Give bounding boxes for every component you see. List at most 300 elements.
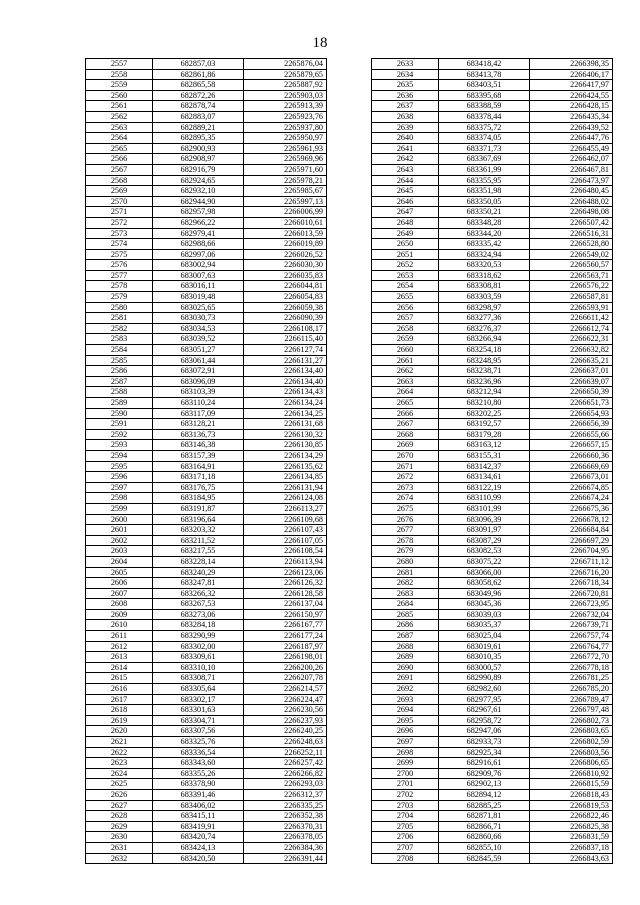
table-row <box>86 355 327 366</box>
y-coordinate-cell: 2266428,15 <box>530 101 613 112</box>
x-coordinate-cell: 682883,07 <box>153 111 244 122</box>
y-coordinate-cell: 2266657,15 <box>530 440 613 451</box>
x-coordinate-cell: 683325,76 <box>153 737 244 748</box>
y-coordinate-cell: 2265887,92 <box>244 80 327 91</box>
y-coordinate-cell: 2266150,97 <box>244 609 327 620</box>
point-number-cell: 2684 <box>372 599 439 610</box>
y-coordinate-cell: 2266781,25 <box>530 673 613 684</box>
x-coordinate-cell: 683019,48 <box>153 292 244 303</box>
y-coordinate-cell: 2266655,66 <box>530 429 613 440</box>
x-coordinate-cell: 683395,68 <box>439 90 530 101</box>
point-number-cell: 2618 <box>86 705 153 716</box>
y-coordinate-cell: 2266611,42 <box>530 313 613 324</box>
x-coordinate-cell: 682966,22 <box>153 217 244 228</box>
x-coordinate-cell: 683378,90 <box>153 779 244 790</box>
point-number-cell: 2578 <box>86 281 153 292</box>
point-number-cell: 2560 <box>86 90 153 101</box>
y-coordinate-cell: 2266678,12 <box>530 514 613 525</box>
table-row <box>86 334 327 345</box>
table-row <box>86 217 327 228</box>
x-coordinate-cell: 683103,39 <box>153 387 244 398</box>
x-coordinate-cell: 683142,37 <box>439 461 530 472</box>
table-row <box>372 249 613 260</box>
x-coordinate-cell: 683082,53 <box>439 546 530 557</box>
y-coordinate-cell: 2266134,29 <box>244 450 327 461</box>
point-number-cell: 2637 <box>372 101 439 112</box>
table-row <box>86 747 327 758</box>
point-number-cell: 2617 <box>86 694 153 705</box>
x-coordinate-cell: 683091,97 <box>439 525 530 536</box>
point-number-cell: 2703 <box>372 800 439 811</box>
point-number-cell: 2707 <box>372 842 439 853</box>
table-row <box>372 196 613 207</box>
table-row <box>372 270 613 281</box>
point-number-cell: 2605 <box>86 567 153 578</box>
x-coordinate-cell: 682885,25 <box>439 800 530 811</box>
y-coordinate-cell: 2266651,73 <box>530 398 613 409</box>
x-coordinate-cell: 683164,91 <box>153 461 244 472</box>
table-row <box>86 811 327 822</box>
y-coordinate-cell: 2266528,80 <box>530 239 613 250</box>
table-row <box>372 588 613 599</box>
point-number-cell: 2614 <box>86 662 153 673</box>
y-coordinate-cell: 2266825,38 <box>530 821 613 832</box>
table-row <box>86 196 327 207</box>
point-number-cell: 2598 <box>86 493 153 504</box>
x-coordinate-cell: 682977,95 <box>439 694 530 705</box>
y-coordinate-cell: 2266406,17 <box>530 69 613 80</box>
x-coordinate-cell: 683413,78 <box>439 69 530 80</box>
y-coordinate-cell: 2266134,40 <box>244 366 327 377</box>
table-row <box>372 313 613 324</box>
y-coordinate-cell: 2266107,43 <box>244 525 327 536</box>
point-number-cell: 2624 <box>86 768 153 779</box>
point-number-cell: 2626 <box>86 789 153 800</box>
y-coordinate-cell: 2266335,25 <box>244 800 327 811</box>
y-coordinate-cell: 2266789,47 <box>530 694 613 705</box>
table-row <box>86 228 327 239</box>
y-coordinate-cell: 2266488,02 <box>530 196 613 207</box>
point-number-cell: 2616 <box>86 684 153 695</box>
point-number-cell: 2682 <box>372 578 439 589</box>
table-row <box>86 472 327 483</box>
table-row <box>86 154 327 165</box>
point-number-cell: 2668 <box>372 429 439 440</box>
y-coordinate-cell: 2266378,05 <box>244 832 327 843</box>
point-number-cell: 2591 <box>86 419 153 430</box>
table-row <box>372 239 613 250</box>
y-coordinate-cell: 2266563,71 <box>530 270 613 281</box>
x-coordinate-cell: 683375,72 <box>439 122 530 133</box>
table-row <box>372 811 613 822</box>
y-coordinate-cell: 2266266,82 <box>244 768 327 779</box>
x-coordinate-cell: 683304,71 <box>153 715 244 726</box>
table-row <box>372 164 613 175</box>
point-number-cell: 2586 <box>86 366 153 377</box>
point-number-cell: 2583 <box>86 334 153 345</box>
point-number-cell: 2670 <box>372 450 439 461</box>
y-coordinate-cell: 2266109,68 <box>244 514 327 525</box>
y-coordinate-cell: 2266810,92 <box>530 768 613 779</box>
y-coordinate-cell: 2266115,40 <box>244 334 327 345</box>
table-row <box>86 143 327 154</box>
table-row <box>86 419 327 430</box>
y-coordinate-cell: 2266370,31 <box>244 821 327 832</box>
table-row <box>86 758 327 769</box>
x-coordinate-cell: 683210,80 <box>439 398 530 409</box>
y-coordinate-cell: 2266803,65 <box>530 726 613 737</box>
x-coordinate-cell: 683266,94 <box>439 334 530 345</box>
x-coordinate-cell: 683061,44 <box>153 355 244 366</box>
x-coordinate-cell: 683128,21 <box>153 419 244 430</box>
x-coordinate-cell: 682916,61 <box>439 758 530 769</box>
y-coordinate-cell: 2266010,61 <box>244 217 327 228</box>
point-number-cell: 2625 <box>86 779 153 790</box>
y-coordinate-cell: 2266257,42 <box>244 758 327 769</box>
point-number-cell: 2651 <box>372 249 439 260</box>
x-coordinate-cell: 683010,35 <box>439 652 530 663</box>
table-row <box>86 207 327 218</box>
x-coordinate-cell: 683247,81 <box>153 578 244 589</box>
x-coordinate-cell: 682902,13 <box>439 779 530 790</box>
point-number-cell: 2558 <box>86 69 153 80</box>
table-row <box>86 588 327 599</box>
y-coordinate-cell: 2266137,04 <box>244 599 327 610</box>
y-coordinate-cell: 2266391,44 <box>244 853 327 864</box>
table-row <box>86 239 327 250</box>
table-row <box>86 737 327 748</box>
table-row <box>372 578 613 589</box>
x-coordinate-cell: 683110,99 <box>439 493 530 504</box>
page-number: 18 <box>312 35 328 51</box>
table-row <box>372 461 613 472</box>
table-row <box>372 450 613 461</box>
point-number-cell: 2674 <box>372 493 439 504</box>
point-number-cell: 2701 <box>372 779 439 790</box>
x-coordinate-cell: 682925,34 <box>439 747 530 758</box>
table-row <box>86 376 327 387</box>
table-row <box>372 292 613 303</box>
point-number-cell: 2646 <box>372 196 439 207</box>
x-coordinate-cell: 683267,53 <box>153 599 244 610</box>
y-coordinate-cell: 2266398,35 <box>530 59 613 70</box>
x-coordinate-cell: 683273,06 <box>153 609 244 620</box>
y-coordinate-cell: 2266126,32 <box>244 578 327 589</box>
x-coordinate-cell: 683335,42 <box>439 239 530 250</box>
y-coordinate-cell: 2266134,85 <box>244 472 327 483</box>
x-coordinate-cell: 682872,26 <box>153 90 244 101</box>
x-coordinate-cell: 683391,46 <box>153 789 244 800</box>
x-coordinate-cell: 683367,69 <box>439 154 530 165</box>
y-coordinate-cell: 2265937,80 <box>244 122 327 133</box>
point-number-cell: 2629 <box>86 821 153 832</box>
y-coordinate-cell: 2266293,03 <box>244 779 327 790</box>
point-number-cell: 2706 <box>372 832 439 843</box>
y-coordinate-cell: 2266090,39 <box>244 313 327 324</box>
table-row <box>372 789 613 800</box>
table-row <box>86 408 327 419</box>
point-number-cell: 2582 <box>86 323 153 334</box>
point-number-cell: 2686 <box>372 620 439 631</box>
point-number-cell: 2652 <box>372 260 439 271</box>
point-number-cell: 2621 <box>86 737 153 748</box>
table-row <box>86 832 327 843</box>
table-row <box>86 323 327 334</box>
point-number-cell: 2644 <box>372 175 439 186</box>
table-row <box>372 101 613 112</box>
point-number-cell: 2585 <box>86 355 153 366</box>
y-coordinate-cell: 2266831,59 <box>530 832 613 843</box>
x-coordinate-cell: 683308,81 <box>439 281 530 292</box>
point-number-cell: 2590 <box>86 408 153 419</box>
y-coordinate-cell: 2265879,65 <box>244 69 327 80</box>
y-coordinate-cell: 2266656,39 <box>530 419 613 430</box>
y-coordinate-cell: 2266167,77 <box>244 620 327 631</box>
point-number-cell: 2611 <box>86 631 153 642</box>
x-coordinate-cell: 682979,41 <box>153 228 244 239</box>
point-number-cell: 2574 <box>86 239 153 250</box>
table-row <box>372 260 613 271</box>
y-coordinate-cell: 2266507,42 <box>530 217 613 228</box>
x-coordinate-cell: 683066,00 <box>439 567 530 578</box>
y-coordinate-cell: 2266806,65 <box>530 758 613 769</box>
point-number-cell: 2708 <box>372 853 439 864</box>
x-coordinate-cell: 683343,60 <box>153 758 244 769</box>
y-coordinate-cell: 2265913,39 <box>244 101 327 112</box>
point-number-cell: 2579 <box>86 292 153 303</box>
x-coordinate-cell: 683211,52 <box>153 535 244 546</box>
x-coordinate-cell: 683301,63 <box>153 705 244 716</box>
point-number-cell: 2690 <box>372 662 439 673</box>
y-coordinate-cell: 2266435,34 <box>530 111 613 122</box>
y-coordinate-cell: 2266207,78 <box>244 673 327 684</box>
y-coordinate-cell: 2266123,06 <box>244 567 327 578</box>
y-coordinate-cell: 2266224,47 <box>244 694 327 705</box>
point-number-cell: 2630 <box>86 832 153 843</box>
x-coordinate-cell: 682878,74 <box>153 101 244 112</box>
y-coordinate-cell: 2265961,93 <box>244 143 327 154</box>
point-number-cell: 2675 <box>372 503 439 514</box>
y-coordinate-cell: 2265969,96 <box>244 154 327 165</box>
table-row <box>372 662 613 673</box>
x-coordinate-cell: 682855,10 <box>439 842 530 853</box>
table-row <box>86 578 327 589</box>
table-row <box>372 334 613 345</box>
y-coordinate-cell: 2266026,52 <box>244 249 327 260</box>
coordinate-table-left <box>85 58 327 864</box>
table-row <box>86 133 327 144</box>
point-number-cell: 2633 <box>372 59 439 70</box>
point-number-cell: 2665 <box>372 398 439 409</box>
y-coordinate-cell: 2265876,04 <box>244 59 327 70</box>
x-coordinate-cell: 683030,73 <box>153 313 244 324</box>
y-coordinate-cell: 2266549,02 <box>530 249 613 260</box>
table-row <box>372 853 613 864</box>
x-coordinate-cell: 683096,09 <box>153 376 244 387</box>
y-coordinate-cell: 2266516,31 <box>530 228 613 239</box>
y-coordinate-cell: 2266424,55 <box>530 90 613 101</box>
point-number-cell: 2643 <box>372 164 439 175</box>
table-row <box>372 429 613 440</box>
x-coordinate-cell: 683344,20 <box>439 228 530 239</box>
table-row <box>86 620 327 631</box>
point-number-cell: 2594 <box>86 450 153 461</box>
x-coordinate-cell: 683276,37 <box>439 323 530 334</box>
point-number-cell: 2557 <box>86 59 153 70</box>
point-number-cell: 2592 <box>86 429 153 440</box>
table-row <box>372 376 613 387</box>
coordinate-table-right <box>371 58 613 864</box>
x-coordinate-cell: 682932,10 <box>153 186 244 197</box>
table-row <box>372 800 613 811</box>
point-number-cell: 2559 <box>86 80 153 91</box>
point-number-cell: 2603 <box>86 546 153 557</box>
point-number-cell: 2632 <box>86 853 153 864</box>
x-coordinate-cell: 683420,74 <box>153 832 244 843</box>
table-row <box>86 101 327 112</box>
x-coordinate-cell: 683157,39 <box>153 450 244 461</box>
x-coordinate-cell: 683418,42 <box>439 59 530 70</box>
table-row <box>372 567 613 578</box>
table-row <box>86 111 327 122</box>
x-coordinate-cell: 683302,17 <box>153 694 244 705</box>
table-row <box>86 768 327 779</box>
y-coordinate-cell: 2266237,93 <box>244 715 327 726</box>
y-coordinate-cell: 2266480,45 <box>530 186 613 197</box>
x-coordinate-cell: 683134,61 <box>439 472 530 483</box>
point-number-cell: 2628 <box>86 811 153 822</box>
x-coordinate-cell: 683290,99 <box>153 631 244 642</box>
x-coordinate-cell: 682894,12 <box>439 789 530 800</box>
point-number-cell: 2597 <box>86 482 153 493</box>
x-coordinate-cell: 682861,86 <box>153 69 244 80</box>
table-row <box>372 398 613 409</box>
table-row <box>86 186 327 197</box>
point-number-cell: 2596 <box>86 472 153 483</box>
point-number-cell: 2691 <box>372 673 439 684</box>
point-number-cell: 2672 <box>372 472 439 483</box>
y-coordinate-cell: 2266240,25 <box>244 726 327 737</box>
y-coordinate-cell: 2266214,57 <box>244 684 327 695</box>
point-number-cell: 2698 <box>372 747 439 758</box>
point-number-cell: 2564 <box>86 133 153 144</box>
point-number-cell: 2655 <box>372 292 439 303</box>
point-number-cell: 2572 <box>86 217 153 228</box>
point-number-cell: 2661 <box>372 355 439 366</box>
y-coordinate-cell: 2266054,83 <box>244 292 327 303</box>
x-coordinate-cell: 683303,59 <box>439 292 530 303</box>
table-row <box>372 387 613 398</box>
table-row <box>86 493 327 504</box>
table-row <box>86 726 327 737</box>
table-row <box>86 556 327 567</box>
point-number-cell: 2697 <box>372 737 439 748</box>
x-coordinate-cell: 683310,10 <box>153 662 244 673</box>
point-number-cell: 2702 <box>372 789 439 800</box>
table-row <box>372 631 613 642</box>
x-coordinate-cell: 683075,22 <box>439 556 530 567</box>
y-coordinate-cell: 2266135,62 <box>244 461 327 472</box>
y-coordinate-cell: 2266352,38 <box>244 811 327 822</box>
table-row <box>372 143 613 154</box>
point-number-cell: 2575 <box>86 249 153 260</box>
x-coordinate-cell: 683355,26 <box>153 768 244 779</box>
x-coordinate-cell: 683007,63 <box>153 270 244 281</box>
table-row <box>86 694 327 705</box>
table-row <box>86 789 327 800</box>
point-number-cell: 2619 <box>86 715 153 726</box>
y-coordinate-cell: 2266684,84 <box>530 525 613 536</box>
table-row <box>372 726 613 737</box>
table-row <box>372 419 613 430</box>
table-row <box>86 821 327 832</box>
table-row <box>372 482 613 493</box>
x-coordinate-cell: 682947,06 <box>439 726 530 737</box>
table-row <box>86 662 327 673</box>
point-number-cell: 2580 <box>86 302 153 313</box>
x-coordinate-cell: 682865,58 <box>153 80 244 91</box>
x-coordinate-cell: 683049,96 <box>439 588 530 599</box>
point-number-cell: 2666 <box>372 408 439 419</box>
x-coordinate-cell: 683284,18 <box>153 620 244 631</box>
point-number-cell: 2657 <box>372 313 439 324</box>
table-row <box>372 514 613 525</box>
x-coordinate-cell: 683415,11 <box>153 811 244 822</box>
point-number-cell: 2645 <box>372 186 439 197</box>
table-row <box>86 59 327 70</box>
x-coordinate-cell: 682866,71 <box>439 821 530 832</box>
y-coordinate-cell: 2266127,74 <box>244 345 327 356</box>
x-coordinate-cell: 683176,75 <box>153 482 244 493</box>
x-coordinate-cell: 683039,52 <box>153 334 244 345</box>
x-coordinate-cell: 682924,65 <box>153 175 244 186</box>
y-coordinate-cell: 2266815,59 <box>530 779 613 790</box>
y-coordinate-cell: 2266673,01 <box>530 472 613 483</box>
table-row <box>86 503 327 514</box>
y-coordinate-cell: 2266639,07 <box>530 376 613 387</box>
table-row <box>372 599 613 610</box>
x-coordinate-cell: 683355,95 <box>439 175 530 186</box>
x-coordinate-cell: 682967,61 <box>439 705 530 716</box>
x-coordinate-cell: 682933,73 <box>439 737 530 748</box>
x-coordinate-cell: 683045,36 <box>439 599 530 610</box>
point-number-cell: 2673 <box>372 482 439 493</box>
y-coordinate-cell: 2266819,53 <box>530 800 613 811</box>
table-row <box>372 59 613 70</box>
y-coordinate-cell: 2266131,94 <box>244 482 327 493</box>
y-coordinate-cell: 2266635,21 <box>530 355 613 366</box>
y-coordinate-cell: 2266230,56 <box>244 705 327 716</box>
x-coordinate-cell: 682900,93 <box>153 143 244 154</box>
x-coordinate-cell: 683034,53 <box>153 323 244 334</box>
y-coordinate-cell: 2266044,81 <box>244 281 327 292</box>
point-number-cell: 2593 <box>86 440 153 451</box>
table-row <box>86 779 327 790</box>
y-coordinate-cell: 2266462,07 <box>530 154 613 165</box>
x-coordinate-cell: 683146,38 <box>153 440 244 451</box>
point-number-cell: 2656 <box>372 302 439 313</box>
x-coordinate-cell: 683351,98 <box>439 186 530 197</box>
point-number-cell: 2647 <box>372 207 439 218</box>
table-row <box>86 440 327 451</box>
x-coordinate-cell: 683424,13 <box>153 842 244 853</box>
y-coordinate-cell: 2266059,38 <box>244 302 327 313</box>
y-coordinate-cell: 2266124,08 <box>244 493 327 504</box>
table-row <box>372 122 613 133</box>
y-coordinate-cell: 2266417,97 <box>530 80 613 91</box>
y-coordinate-cell: 2266674,85 <box>530 482 613 493</box>
point-number-cell: 2680 <box>372 556 439 567</box>
